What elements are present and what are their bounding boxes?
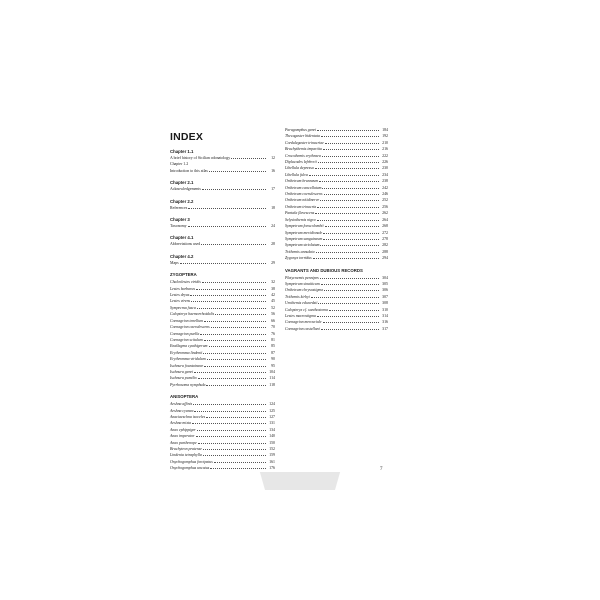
entry-page-number: 238 bbox=[382, 179, 388, 184]
entry-name: Orthetrum brunneum bbox=[285, 179, 319, 184]
anisoptera-list bbox=[170, 401, 275, 471]
dot-leader bbox=[188, 205, 266, 209]
entry-name: Lestes barbarus bbox=[170, 286, 195, 291]
entry-name: Orthetrum coerulescens bbox=[285, 192, 323, 197]
entry-name: Aeshna affinis bbox=[170, 402, 193, 407]
entry-name: Lindenia tetraphylla bbox=[170, 453, 202, 458]
entry-name: Libellula depressa bbox=[285, 166, 314, 171]
entry-page-number: 87 bbox=[271, 350, 275, 355]
entry-page-number: 81 bbox=[271, 337, 275, 342]
entry-name: Sympetrum meridionale bbox=[285, 230, 323, 235]
entry-page-number: 307 bbox=[382, 294, 388, 299]
entry-name: Cordulegaster trinacriae bbox=[285, 140, 324, 145]
dot-leader bbox=[180, 260, 266, 264]
dot-leader bbox=[323, 319, 380, 323]
entry-name: Ischnura genei bbox=[170, 369, 194, 374]
entry-name: Orthetrum nitidinerve bbox=[285, 198, 320, 203]
chapter-heading: Chapter 3 bbox=[170, 217, 190, 223]
index-entry bbox=[170, 241, 275, 247]
entry-page-number: 159 bbox=[269, 453, 275, 458]
entry-page-number: 314 bbox=[382, 313, 388, 318]
index-entry bbox=[170, 205, 275, 211]
entry-page-number: 262 bbox=[382, 211, 388, 216]
entry-name: Anax parthenope bbox=[170, 440, 197, 445]
entry-page-number: 16 bbox=[271, 168, 275, 173]
index-right-column bbox=[285, 127, 388, 332]
entry-name: Selysiothemis nigra bbox=[285, 217, 316, 222]
entry-page-number: 278 bbox=[382, 236, 388, 241]
entry-name: Taxonomy bbox=[170, 224, 187, 229]
entry-page-number: 95 bbox=[271, 363, 275, 368]
dot-leader bbox=[207, 356, 266, 360]
dot-leader bbox=[203, 452, 266, 456]
dot-leader bbox=[203, 350, 266, 354]
entry-name: Trithemis annulata bbox=[285, 249, 315, 254]
chapter-block bbox=[170, 180, 275, 192]
dot-leader bbox=[203, 446, 266, 450]
entry-name: Chalcolestes viridis bbox=[170, 280, 201, 285]
dot-leader bbox=[204, 318, 266, 322]
anisoptera-heading: ANISOPTERA bbox=[170, 394, 199, 400]
entry-page-number: 134 bbox=[269, 427, 275, 432]
dot-leader bbox=[211, 324, 266, 328]
entry-name: Orthetrum cancellatum bbox=[285, 185, 322, 190]
entry-name: Brachytron pratense bbox=[170, 447, 202, 451]
dot-leader bbox=[319, 178, 379, 182]
dot-leader bbox=[192, 420, 266, 424]
entry-name: Introduction to this atlas bbox=[170, 168, 208, 173]
dot-leader bbox=[325, 140, 379, 144]
entry-page-number: 76 bbox=[271, 331, 275, 336]
entry-page-number: 234 bbox=[382, 172, 388, 177]
entry-page-number: 90 bbox=[271, 357, 275, 362]
entry-page-number: 310 bbox=[382, 307, 388, 312]
dot-leader bbox=[197, 427, 266, 431]
index-entry bbox=[285, 326, 388, 332]
entry-page-number: 45 bbox=[271, 299, 275, 304]
dot-leader bbox=[194, 408, 266, 412]
entry-page-number: 308 bbox=[382, 301, 388, 306]
chapter-list bbox=[170, 149, 275, 266]
dot-leader bbox=[201, 241, 266, 245]
entry-name: Enallagma cyathigerum bbox=[170, 344, 208, 349]
entry-page-number: 17 bbox=[271, 187, 275, 192]
entry-name: Coenagrion puella bbox=[170, 331, 200, 336]
dot-leader bbox=[323, 146, 379, 150]
entry-name: Thecagaster bidentata bbox=[285, 134, 320, 139]
dot-leader bbox=[321, 281, 379, 285]
index-entry bbox=[170, 465, 275, 471]
entry-name: Diplacodes lefebvrii bbox=[285, 160, 317, 165]
entry-page-number: 28 bbox=[271, 242, 275, 247]
entry-name: Crocothemis erythraea bbox=[285, 153, 321, 158]
entry-page-number: 226 bbox=[382, 160, 388, 165]
entry-name: Coenagrion castellani bbox=[285, 326, 320, 331]
dot-leader bbox=[209, 343, 267, 347]
entry-page-number: 70 bbox=[271, 325, 275, 330]
dot-leader bbox=[324, 191, 380, 195]
entry-name: Erythromma lindenii bbox=[170, 350, 203, 355]
dot-leader bbox=[198, 375, 266, 379]
entry-name: Lestes dryas bbox=[170, 293, 190, 298]
index-entry bbox=[170, 260, 275, 266]
dot-leader bbox=[198, 440, 266, 444]
dot-leader bbox=[320, 242, 379, 246]
dot-leader bbox=[204, 337, 266, 341]
entry-page-number: 118 bbox=[269, 382, 275, 387]
entry-page-number: 127 bbox=[269, 414, 275, 419]
entry-name: Sympetrum fonscolombii bbox=[285, 224, 324, 229]
entry-name: Coenagrion scitulum bbox=[170, 337, 203, 342]
dot-leader bbox=[210, 465, 266, 469]
dot-leader bbox=[188, 223, 266, 227]
entry-name: Anax ephippiger bbox=[170, 427, 196, 432]
entry-page-number: 85 bbox=[271, 344, 275, 349]
entry-page-number: 316 bbox=[382, 320, 388, 325]
chapter-block bbox=[170, 254, 275, 266]
entry-page-number: 192 bbox=[382, 134, 388, 139]
dot-leader bbox=[204, 363, 266, 367]
dot-leader bbox=[322, 153, 379, 157]
dot-leader bbox=[209, 168, 266, 172]
entry-page-number: 150 bbox=[269, 440, 275, 445]
entry-page-number: 288 bbox=[382, 249, 388, 254]
entry-page-number: 104 bbox=[269, 369, 275, 374]
entry-name: Sympetrum sinaiticum bbox=[285, 281, 320, 286]
dot-leader bbox=[321, 133, 379, 137]
entry-page-number: 42 bbox=[271, 293, 275, 298]
entry-page-number: 184 bbox=[382, 128, 388, 132]
entry-name: Urothemis edwardsii bbox=[285, 301, 318, 306]
entry-name: Anaciaeschna isoceles bbox=[170, 414, 206, 419]
entry-name: Platycnemis pennipes bbox=[285, 275, 319, 280]
entry-page-number: 242 bbox=[382, 185, 388, 190]
entry-page-number: 256 bbox=[382, 204, 388, 209]
dot-leader bbox=[315, 165, 379, 169]
entry-page-number: 125 bbox=[269, 408, 275, 413]
entry-page-number: 29 bbox=[271, 260, 275, 265]
index-entry bbox=[170, 223, 275, 229]
entry-page-number: 56 bbox=[271, 312, 275, 317]
dot-leader bbox=[191, 298, 266, 302]
dot-leader bbox=[197, 305, 266, 309]
entry-page-number: 252 bbox=[382, 198, 388, 203]
entry-page-number: 306 bbox=[382, 288, 388, 293]
dot-leader bbox=[317, 313, 379, 317]
entry-page-number: 304 bbox=[382, 275, 388, 280]
dot-leader bbox=[316, 249, 379, 253]
entry-name: Aeshna cyanea bbox=[170, 408, 194, 413]
entry-name: Brachythemis impartita bbox=[285, 147, 322, 152]
dot-leader bbox=[320, 275, 379, 279]
entry-page-number: 272 bbox=[382, 230, 388, 235]
index-entry bbox=[170, 186, 275, 192]
entry-name: Acknowledgements bbox=[170, 187, 201, 192]
index-entry bbox=[170, 168, 275, 174]
chapter-block bbox=[170, 235, 275, 247]
dot-leader bbox=[324, 287, 379, 291]
dot-leader bbox=[315, 210, 379, 214]
dot-leader bbox=[196, 286, 266, 290]
dot-leader bbox=[325, 223, 379, 227]
index-page bbox=[170, 127, 388, 472]
zygoptera-heading: ZYGOPTERA bbox=[170, 272, 197, 278]
entry-name: Erythromma viridulum bbox=[170, 357, 206, 362]
chapter-block bbox=[170, 217, 275, 229]
entry-page-number: 131 bbox=[269, 421, 275, 426]
chapter-heading: Chapter 4.2 bbox=[170, 253, 194, 259]
dot-leader bbox=[206, 382, 266, 386]
entry-name: Calopteryx haemorrhoidalis bbox=[170, 312, 215, 317]
zygoptera-list bbox=[170, 279, 275, 388]
entry-page-number: 66 bbox=[271, 318, 275, 323]
entry-name: Sympecma fusca bbox=[170, 305, 196, 310]
dot-leader bbox=[318, 300, 379, 304]
entry-page-number: 124 bbox=[269, 402, 275, 407]
chapter-heading: Chapter 2.1 bbox=[170, 180, 194, 186]
entry-name: Onychogomphus forcipatus bbox=[170, 459, 213, 464]
entry-name: Ischnura fountaineae bbox=[170, 363, 204, 368]
entry-page-number: 38 bbox=[271, 286, 275, 291]
dot-leader bbox=[202, 186, 266, 190]
dot-leader bbox=[200, 331, 266, 335]
entry-name: References bbox=[170, 205, 188, 210]
entry-name: Pantala flavescens bbox=[285, 211, 315, 216]
page-number: 7 bbox=[380, 467, 383, 472]
dot-leader bbox=[231, 155, 266, 159]
entry-page-number: 246 bbox=[382, 192, 388, 197]
entry-name: Orthetrum chrysostigma bbox=[285, 288, 324, 293]
dot-leader bbox=[309, 172, 379, 176]
entry-name: A brief history of Sicilian odonatology bbox=[170, 156, 231, 160]
entry-page-number: 52 bbox=[271, 305, 275, 310]
entry-name: Ischnura pumilio bbox=[170, 376, 197, 381]
entry-name: Chapter 1.2 bbox=[170, 162, 189, 167]
entry-page-number: 32 bbox=[271, 280, 275, 285]
entry-page-number: 230 bbox=[382, 166, 388, 171]
entry-name: Paragomphus genei bbox=[285, 128, 317, 132]
entry-page-number: 24 bbox=[271, 224, 275, 229]
vagrants-heading: VAGRANTS AND DUBIOUS RECORDS bbox=[285, 267, 363, 273]
entry-page-number: 222 bbox=[382, 153, 388, 158]
entry-page-number: 317 bbox=[382, 326, 388, 331]
dot-leader bbox=[193, 401, 266, 405]
dot-leader bbox=[323, 236, 379, 240]
dot-leader bbox=[320, 197, 379, 201]
entry-page-number: 152 bbox=[269, 447, 275, 451]
dot-leader bbox=[317, 204, 379, 208]
entry-page-number: 268 bbox=[382, 224, 388, 229]
entry-name: Sympetrum sanguineum bbox=[285, 236, 323, 241]
chapter-heading: Chapter 1.1 bbox=[170, 149, 194, 154]
entry-name: Libellula fulva bbox=[285, 172, 308, 177]
dot-leader bbox=[206, 414, 266, 418]
entry-name: Lestes macrostigma bbox=[285, 313, 316, 318]
dot-leader bbox=[194, 369, 266, 373]
entry-page-number: 12 bbox=[271, 156, 275, 160]
entry-page-number: 216 bbox=[382, 147, 388, 152]
dot-leader bbox=[323, 230, 379, 234]
dot-leader bbox=[322, 185, 379, 189]
entry-name: Coenagrion mercuriale bbox=[285, 320, 322, 325]
dot-leader bbox=[202, 279, 266, 283]
chapter-heading: Chapter 2.2 bbox=[170, 198, 194, 204]
dot-leader bbox=[215, 311, 266, 315]
entry-page-number: 18 bbox=[271, 205, 275, 210]
entry-page-number: 294 bbox=[382, 256, 388, 261]
dot-leader bbox=[196, 433, 266, 437]
entry-page-number: 264 bbox=[382, 217, 388, 222]
entry-name: Trithemis kirbyi bbox=[285, 294, 310, 299]
chapter-block bbox=[170, 149, 275, 174]
index-left-column bbox=[170, 127, 275, 472]
entry-name: Onychogomphus uncatus bbox=[170, 466, 210, 471]
entry-name: Zygonyx torridus bbox=[285, 256, 312, 261]
entry-page-number: 161 bbox=[269, 459, 275, 464]
dot-leader bbox=[317, 217, 379, 221]
entry-page-number: 210 bbox=[382, 140, 388, 145]
dot-leader bbox=[313, 255, 379, 259]
anisoptera-continued-list bbox=[285, 127, 388, 262]
entry-name: Coenagrion caerulescens bbox=[170, 325, 210, 330]
dot-leader bbox=[329, 307, 379, 311]
entry-page-number: 114 bbox=[269, 376, 275, 381]
entry-page-number: 176 bbox=[269, 466, 275, 471]
entry-page-number: 140 bbox=[269, 434, 275, 439]
vagrants-list bbox=[285, 275, 388, 333]
entry-name: Coenagrion tenellum bbox=[170, 318, 203, 323]
dot-leader bbox=[214, 459, 266, 463]
chapter-heading: Chapter 4.1 bbox=[170, 235, 194, 241]
dot-leader bbox=[318, 159, 379, 163]
entry-name: Calopteryx cf. xanthostoma bbox=[285, 307, 328, 312]
dot-leader bbox=[311, 294, 379, 298]
entry-name: Abbreviations used bbox=[170, 242, 201, 247]
entry-name: Orthetrum trinacria bbox=[285, 204, 317, 209]
dot-leader bbox=[317, 127, 379, 131]
entry-name: Lestes virens bbox=[170, 299, 191, 304]
entry-name: Pyrrhosoma nymphula bbox=[170, 382, 206, 387]
entry-name: Maps bbox=[170, 260, 179, 265]
entry-page-number: 305 bbox=[382, 281, 388, 286]
dot-leader bbox=[190, 292, 266, 296]
chapter-block bbox=[170, 199, 275, 211]
entry-name: Sympetrum striolatum bbox=[285, 243, 320, 248]
entry-name: Anax imperator bbox=[170, 434, 195, 439]
entry-page-number: 282 bbox=[382, 243, 388, 248]
dot-leader bbox=[321, 326, 379, 330]
entry-name: Aeshna mixta bbox=[170, 421, 192, 426]
index-title: INDEX bbox=[170, 131, 204, 143]
